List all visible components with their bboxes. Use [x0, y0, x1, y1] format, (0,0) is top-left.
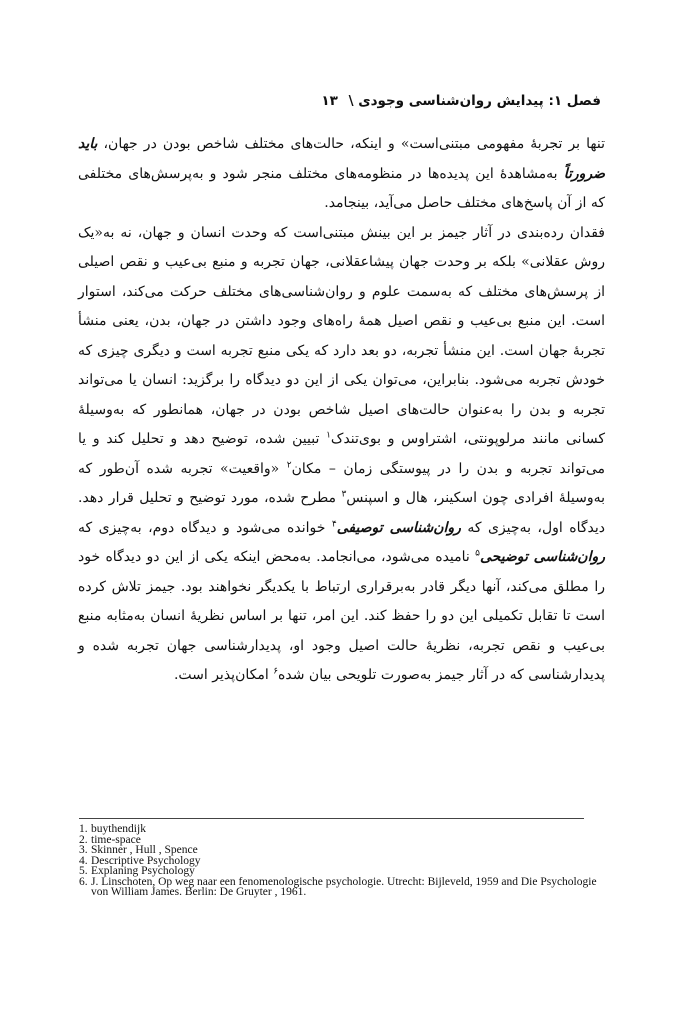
footnote-divider — [79, 818, 584, 819]
footnote-ref-5[interactable]: ۵ — [475, 548, 480, 559]
footnote-ref-4[interactable]: ۴ — [331, 518, 337, 529]
footnote-ref-3[interactable]: ۳ — [341, 489, 347, 500]
footnote-ref-6[interactable]: ۶ — [273, 666, 279, 677]
running-header — [321, 93, 601, 109]
footnote-item: 1. buythendijk — [79, 823, 146, 835]
body-text — [78, 130, 605, 691]
emphasis-text: باید ضرورتاً — [78, 136, 606, 182]
footnote-ref-1[interactable]: ۱ — [326, 430, 331, 441]
footnote-ref-2[interactable]: ۲ — [286, 459, 292, 470]
footnote-item: 6. J. Linschoten, Op weg naar een fenomenologische psychologie. Utrecht: Bijleveld, 1959 and Die Psychologie von William James. Berlin: De Gruyter , 1961. — [79, 875, 597, 898]
paragraph-2: فقدان رده‌بندی در آثار جیمز بر این بینش مبتنی‌است که وحدت انسان و جهان، نه به«یک روش عقلانی» بلکه بر وحدت جهان پیشاعقلانی، جهان تجربه و منبع بی‌عیب و نقص اصیلی از پرسش‌های مختلف که به‌سمت علوم و روان‌شناسی‌های مختلف حرکت می‌کند، استوار است. این منبع بی‌عیب و نقص اصیل همهٔ راه‌های وجود داشتن در جهان، بدن، یعنی منشأ تجربهٔ جهان است. این منشأ تجربه، دو بعد دارد که یکی منبع تجربه است و دیگری چیزی که خودش تجربه می‌شود. بنابراین، می‌توان یکی از این دو دیدگاه را برگزید: انسان یا می‌تواند تجربه و بدن را به‌عنوان حالت‌های اصیل شاخص بودن در جهان، همانطور که به‌وسیلهٔ کسانی مانند مرلوپونتی، اشتراوس و بوی‌تندک$^۱$ تبیین شده، توضیح دهد و تحلیل کند و یا می‌تواند تجربه و بدن را در پیوستگی زمان – مکان$^۲$ «واقعیت» تجربه شده آن‌طور که به‌وسیلهٔ افرادی چون اسکینر، هال و اسپنس$^۳$ مطرح شده، مورد توضیح و تحلیل قرار دهد. دیدگاه اول، به‌چیزی که روان‌شناسی توصیفی$^۴$ خوانده می‌شود و دیدگاه دوم، به‌چیزی که روان‌شناسی توضیحی$^۵$ نامیده می‌شود، می‌انجامد. به‌محض اینکه یکی از این دو دیدگاه خود را مطلق می‌کند، آنها دیگر قادر به‌برقراری ارتباط با یکدیگر نخواهند بود. جیمز تلاش کرده است تا تقابل تکمیلی این دو را حفظ کند. این امر، تنها بر اساس نظریهٔ انسان به‌مثابه منبع بی‌عیب و نقص تجربه، نظریهٔ حالت اصیل وجود او، پدیدارشناسی جهان تجربه شده و پدیدارشناسی که در آثار جیمز به‌صورت تلویحی بیان شده$^۶$ امکان‌پذیر است. — [78, 224, 605, 683]
emphasis-text: روان‌شناسی توصیفی — [336, 519, 461, 536]
footnote-item: 5. Explaning Psychology — [79, 865, 195, 877]
footnote-item: 4. Descriptive Psychology — [79, 854, 201, 867]
footnote-item: 3. Skinner , Hull , Spence — [79, 844, 198, 856]
footnote-item: 2. time-space — [79, 833, 141, 846]
emphasis-text: روان‌شناسی توضیحی — [479, 549, 605, 565]
paragraph-1: تنها بر تجربهٔ مفهومی مبتنی‌است» و اینکه، حالت‌های مختلف شاخص بودن در جهان، باید ضرورتاً به‌مشاهدهٔ این پدیده‌ها در منظومه‌های مختلف منجر شود و به‌پرسش‌های مختلفی که از آن پاسخ‌های مختلف حاصل می‌آید، بینجامد. — [78, 136, 606, 211]
page-number: ۱۳ — [321, 93, 338, 109]
footnotes — [79, 824, 604, 898]
chapter-title: فصل ۱: پیدایش روان‌شناسی وجودی \ — [348, 93, 601, 109]
